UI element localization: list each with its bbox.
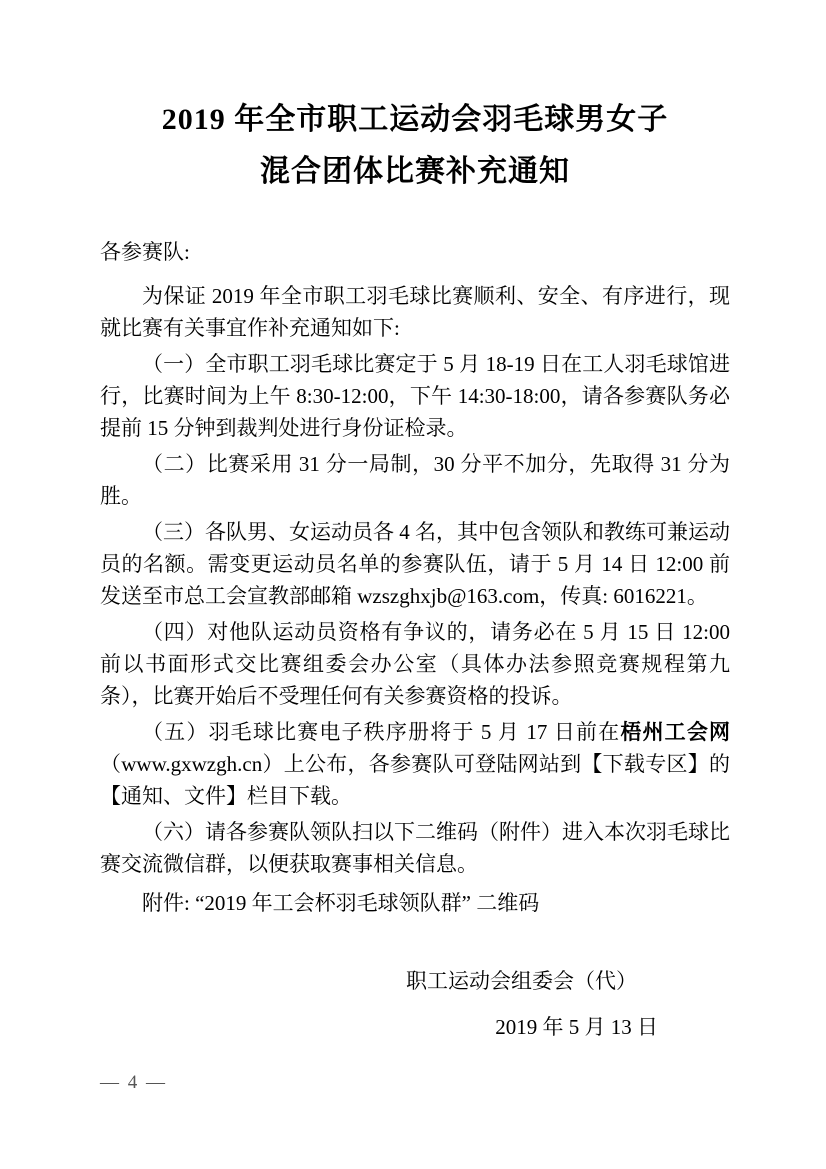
notice-item-2: （二）比赛采用 31 分一局制，30 分平不加分，先取得 31 分为胜。 [100,452,730,508]
intro-paragraph: 为保证 2019 年全市职工羽毛球比赛顺利、安全、有序进行，现就比赛有关事宜作补充通知如下: [100,284,730,340]
notice-item-5-bold-text: 梧州工会网 [620,720,731,744]
notice-item-5 [100,716,730,812]
salutation: 各参赛队: [100,240,190,264]
doc-title-line2: 混合团体比赛补充通知 [260,155,570,188]
doc-title-line1: 2019 年全市职工运动会羽毛球男女子 [161,103,669,136]
signature-line: 职工运动会组委会（代） [406,969,637,993]
notice-item-1: （一）全市职工羽毛球比赛定于 5 月 18-19 日在工人羽毛球馆进行，比赛时间为上午 8:30-12:00，下午 14:30-18:00，请各参赛队务必提前 15 分钟到裁判处进行身份证检录。 [100,352,730,440]
attachment-line: 附件: “2019 年工会杯羽毛球领队群” 二维码 [142,891,540,915]
notice-item-6: （六）请各参赛队领队扫以下二维码（附件）进入本次羽毛球比赛交流微信群，以便获取赛事相关信息。 [100,820,730,876]
doc-title [100,94,730,198]
date-line: 2019 年 5 月 13 日 [495,1015,658,1039]
document-content [100,0,730,1047]
notice-item-5-text: （五）羽毛球比赛电子秩序册将于 5 月 17 日前在 [142,720,621,744]
doc-body [100,236,730,1043]
notice-item-3: （三）各队男、女运动员各 4 名，其中包含领队和教练可兼运动员的名额。需变更运动员名单的参赛队伍，请于 5 月 14 日 12:00 前发送至市总工会宣教部邮箱 wzszghxjb@163.com，传真: 6016221。 [100,520,730,608]
page-number: — 4 — [100,1072,167,1093]
notice-item-4: （四）对他队运动员资格有争议的，请务必在 5 月 15 日 12:00 前以书面形式交比赛组委会办公室（具体办法参照竞赛规程第九条），比赛开始后不受理任何有关参赛资格的投诉。 [100,620,730,708]
notice-item-5-rest: （www.gxwzgh.cn）上公布，各参赛队可登陆网站到【下载专区】的【通知、文件】栏目下载。 [100,752,730,808]
